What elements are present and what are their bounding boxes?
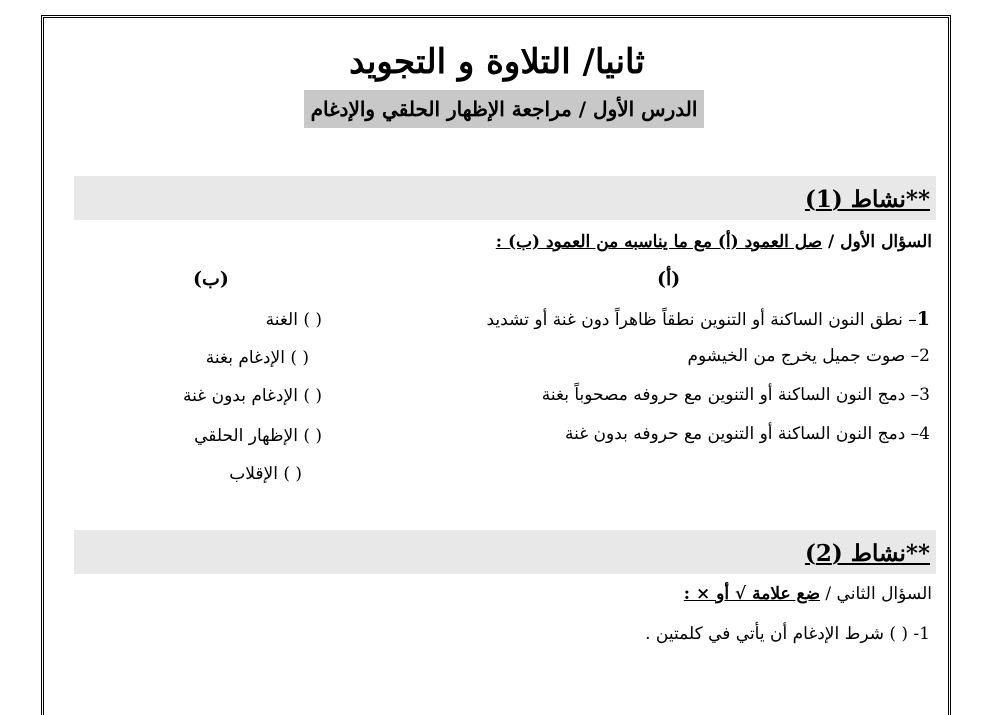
column-b-option-iqlab[interactable]: ( ) الإقلاب [229, 464, 302, 484]
activity1-title: **نشاط (1) [804, 186, 930, 213]
page-title: ثانيا/ التلاوة و التجويد [349, 42, 645, 82]
column-b-option-idgham-bidun-ghunna[interactable]: ( ) الإدغام بدون غنة [183, 386, 322, 406]
column-a-item-1: 1– نطق النون الساكنة أو التنوين نطقاً ظاهراً دون غنة أو تشديد [486, 308, 930, 330]
question1-label: السؤال الأول / [822, 232, 932, 252]
column-b-header: (ب) [193, 268, 229, 290]
column-a-item-3: 3– دمج النون الساكنة أو التنوين مع حروفه مصحوباً بغنة [541, 385, 930, 405]
question1-text: صل العمود (أ) مع ما يناسبه من العمود (ب) : [495, 232, 823, 252]
column-b-option-idgham-bighunna[interactable]: ( ) الإدغام بغنة [205, 348, 309, 368]
activity2-title: **نشاط (2) [804, 540, 930, 567]
question1-line [496, 232, 932, 252]
column-b-option-izhar-halqi[interactable]: ( ) الإظهار الحلقي [194, 426, 322, 446]
column-a-item-4: 4– دمج النون الساكنة أو التنوين مع حروفه بدون غنة [564, 424, 930, 444]
question2-line [684, 584, 932, 604]
lesson-subtitle: الدرس الأول / مراجعة الإظهار الحلقي والإدغام [304, 90, 704, 128]
column-a-header: (أ) [657, 268, 681, 290]
question2-item-1: 1- ( ) شرط الإدغام أن يأتي في كلمتين . [645, 624, 930, 644]
column-a-item-2: 2– صوت جميل يخرج من الخيشوم [687, 346, 930, 366]
question2-text: ضع علامة √ أو × : [683, 584, 821, 604]
question2-label: السؤال الثاني / [820, 584, 932, 604]
column-b-option-ghunna[interactable]: ( ) الغنة [265, 310, 322, 330]
